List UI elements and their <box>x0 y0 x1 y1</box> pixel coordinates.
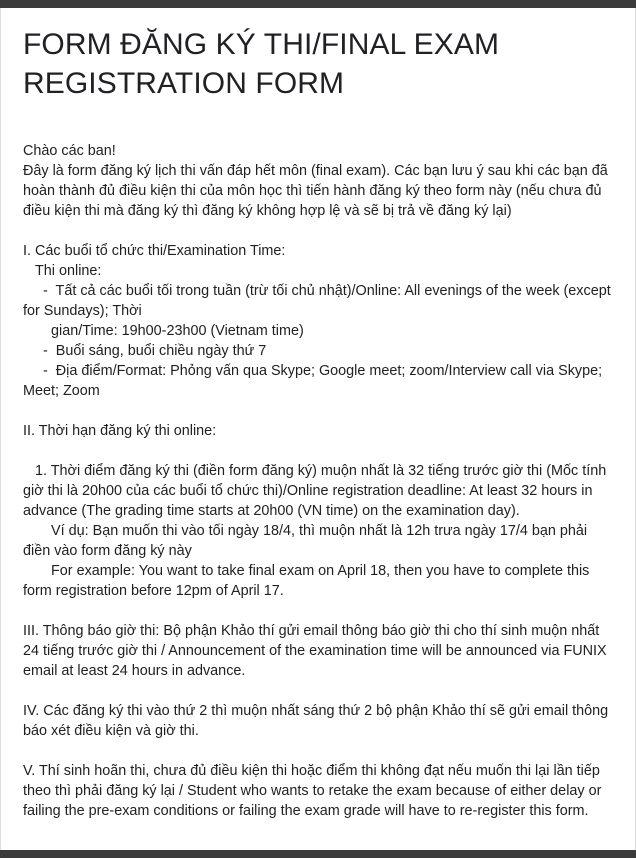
section-1-online-label: Thi online: <box>23 263 102 279</box>
section-1-bullet-evenings: - Tất cả các buổi tối trong tuần (trừ tối chủ nhật)/Online: All evenings of the week (except for Sundays); Thời <box>23 283 615 319</box>
section-2-heading: II. Thời hạn đăng ký thi online: <box>23 423 217 439</box>
section-2-example-en: For example: You want to take final exam on April 18, then you have to complete this form registration before 12pm of April 17. <box>23 563 594 599</box>
section-1-bullet-saturday: - Buổi sáng, buổi chiều ngày thứ 7 <box>23 343 267 359</box>
bottom-dark-strip <box>0 850 636 858</box>
section-1-heading: I. Các buổi tổ chức thi/Examination Time: <box>23 243 286 259</box>
section-2-deadline: 1. Thời điểm đăng ký thi (điền form đăng ký) muộn nhất là 32 tiếng trước giờ thi (Mốc tính giờ thi là 20h00 của các buổi tổ chức thi)/Online registration deadline: At least 32 hours in advance (The grading time starts at 20h00 (VN time) on the examination day). <box>23 463 611 519</box>
section-5-retake: V. Thí sinh hoãn thi, chưa đủ điều kiện thi hoặc điểm thi không đạt nếu muốn thi lại lần tiếp theo thì phải đăng ký lại / Student who wants to retake the exam because of either delay or failing the pre-exam conditions or failing the exam grade will have to re-register this form. <box>23 763 606 819</box>
form-description <box>23 141 615 821</box>
section-1-bullet-format: - Địa điểm/Format: Phỏng vấn qua Skype; Google meet; zoom/Interview call via Skype; Meet; Zoom <box>23 363 607 399</box>
section-2-example-vi: Ví dụ: Bạn muốn thi vào tối ngày 18/4, thì muộn nhất là 12h trưa ngày 17/4 bạn phải điền vào form đăng ký này <box>23 523 592 559</box>
form-header-card <box>0 8 636 850</box>
intro-paragraph: Đây là form đăng ký lịch thi vấn đáp hết môn (final exam). Các bạn lưu ý sau khi các bạn đã hoàn thành đủ điều kiện thi của môn học thì tiến hành đăng ký theo form này (nếu chưa đủ điều kiện thi mà đăng ký thì đăng ký không hợp lệ và sẽ bị trả về đăng ký lại) <box>23 163 612 219</box>
section-4-monday: IV. Các đăng ký thi vào thứ 2 thì muộn nhất sáng thứ 2 bộ phận Khảo thí sẽ gửi email thông báo xét điều kiện và giờ thi. <box>23 703 613 739</box>
top-dark-strip <box>0 0 636 8</box>
section-3-announcement: III. Thông báo giờ thi: Bộ phận Khảo thí gửi email thông báo giờ thi cho thí sinh muộn nhất 24 tiếng trước giờ thi / Announcement of the examination time will be announced via FUNIX email at least 24 hours in advance. <box>23 623 611 679</box>
section-1-time-continuation: gian/Time: 19h00-23h00 (Vietnam time) <box>23 323 304 339</box>
form-title: FORM ĐĂNG KÝ THI/FINAL EXAM REGISTRATION FORM <box>23 28 500 100</box>
greeting-line: Chào các ban! <box>23 143 116 159</box>
